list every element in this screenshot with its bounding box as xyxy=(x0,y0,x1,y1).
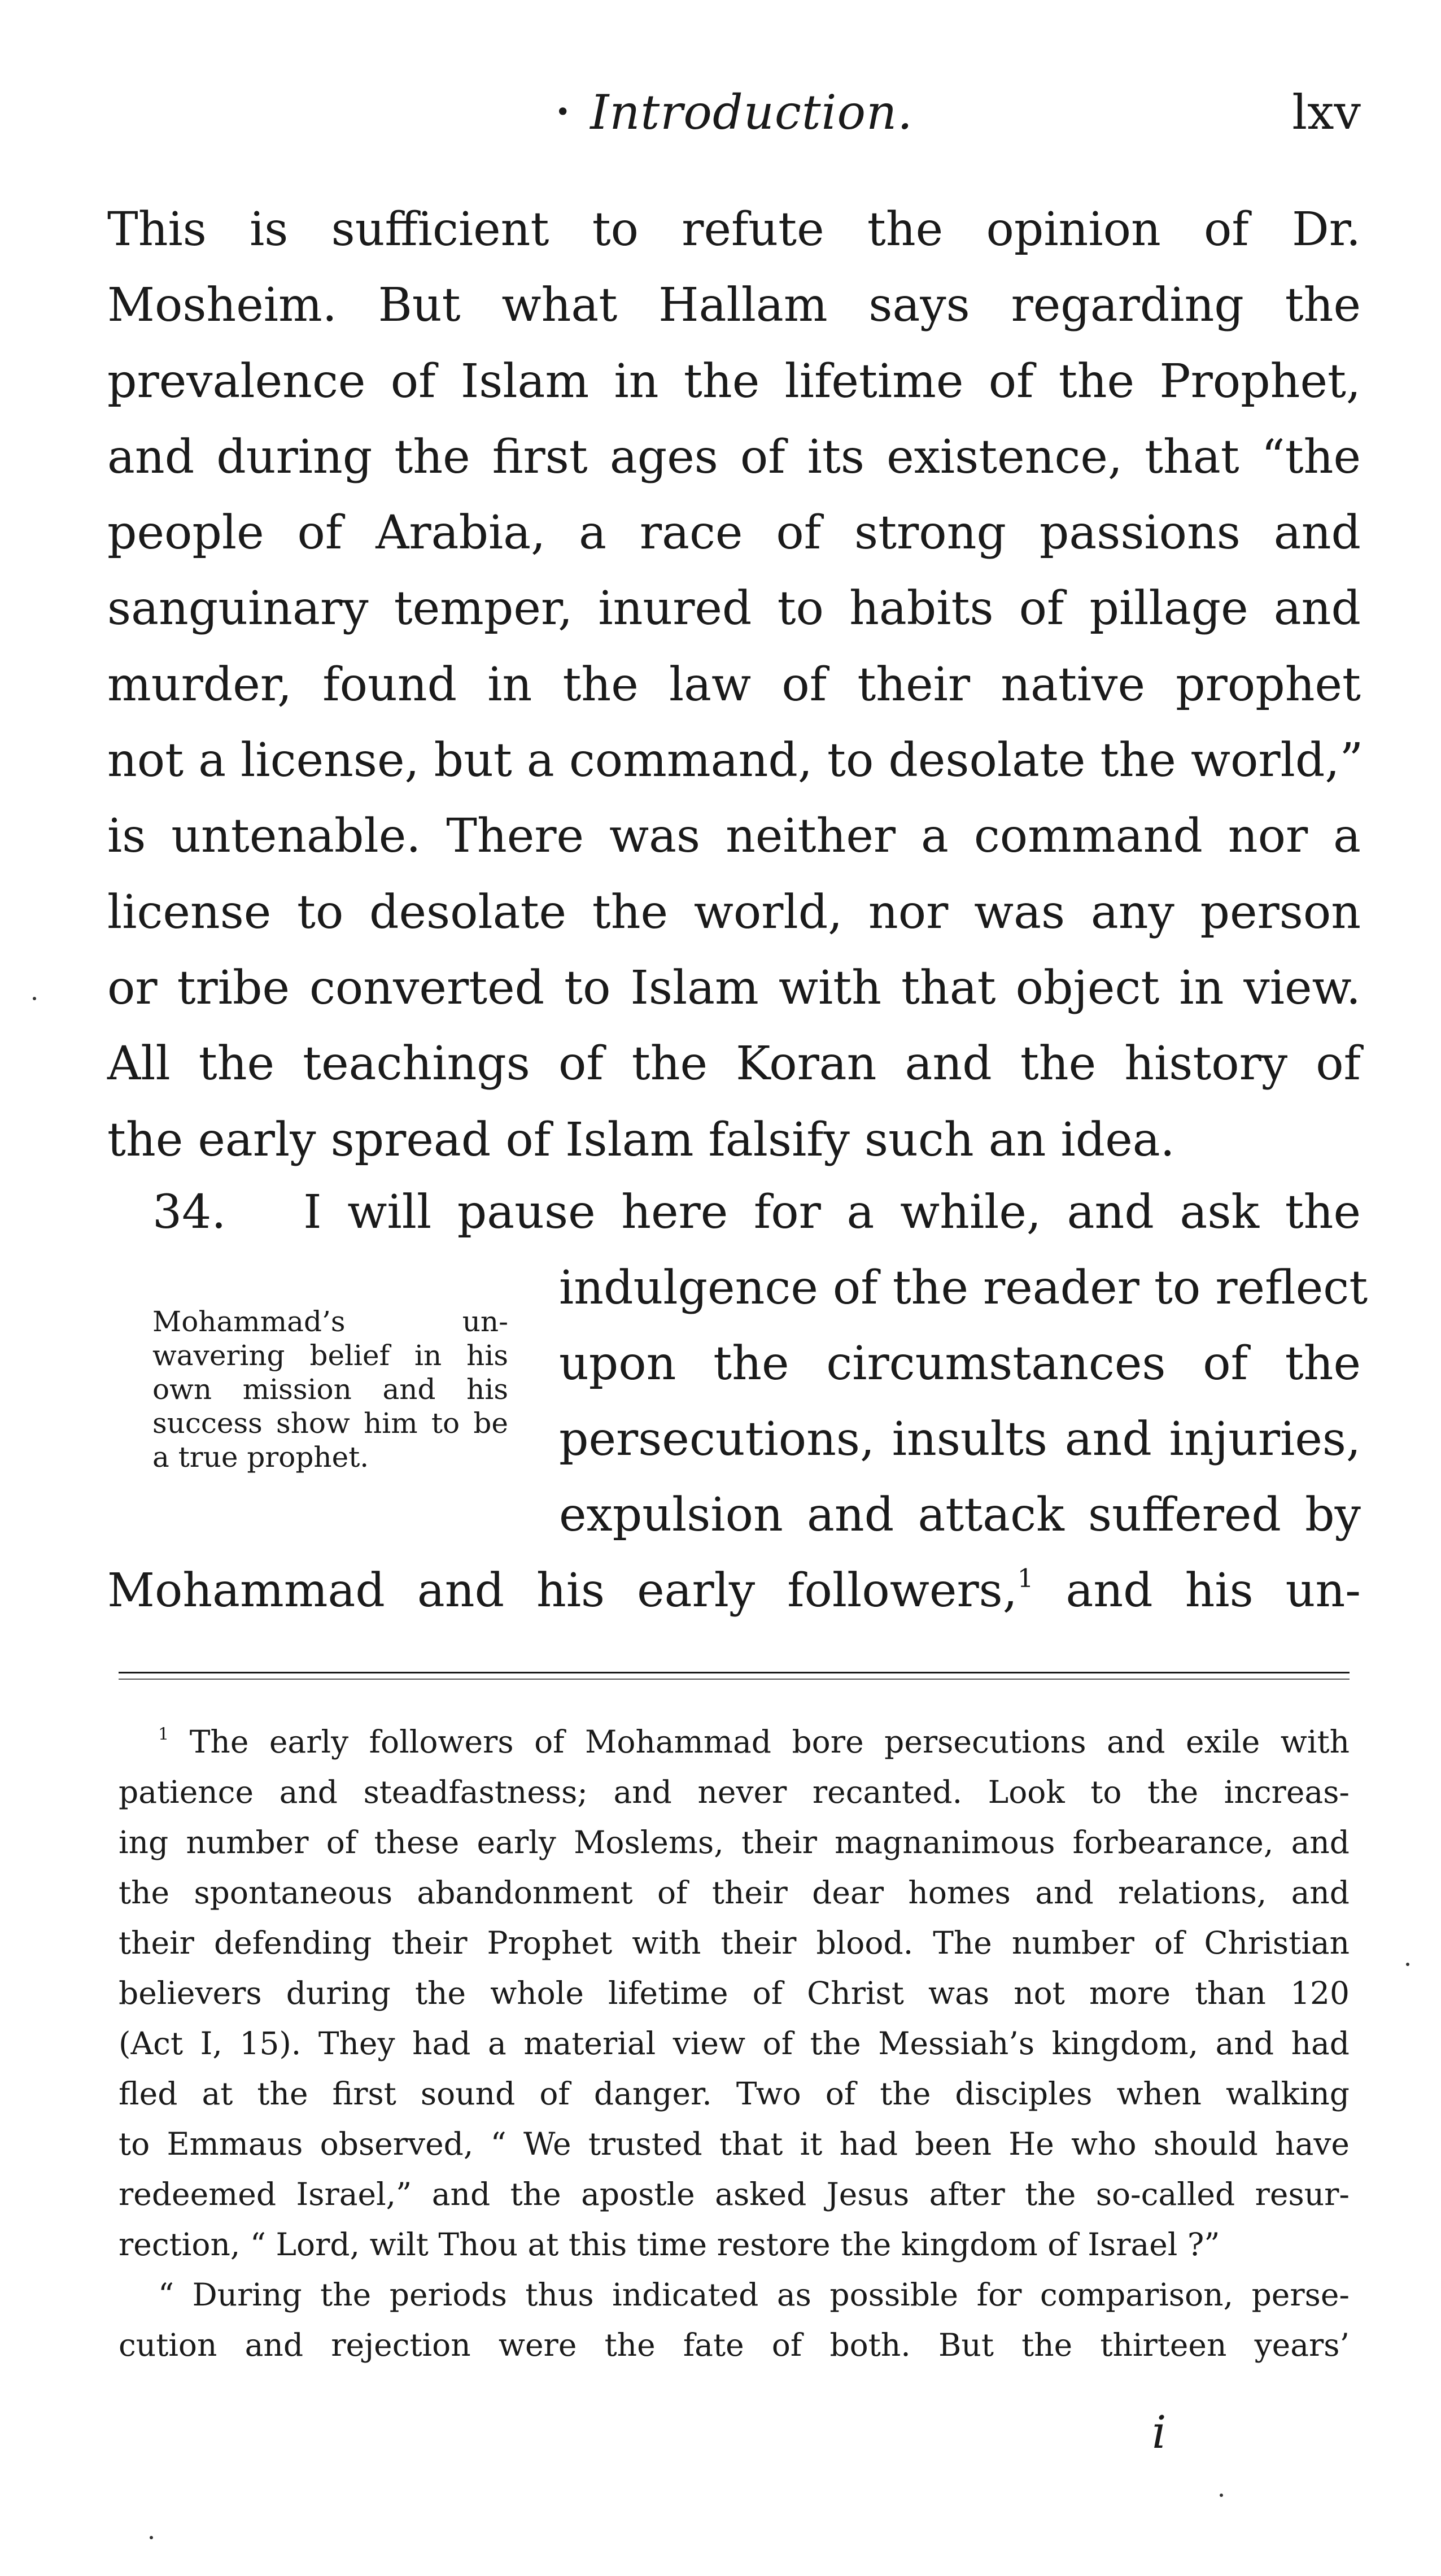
text-line: not a license, but a command, to desolate the world,” xyxy=(107,734,1364,788)
line-text: and his un- xyxy=(1033,1564,1361,1618)
footnote-marker: 1 xyxy=(158,1724,169,1745)
footnote-line xyxy=(119,1717,1350,1767)
text-line: murder, found in the law of their native prophet xyxy=(107,657,1361,712)
text-line: or tribe converted to Islam with that object in view. xyxy=(107,961,1361,1015)
footnote-line: believers during the whole lifetime of Christ was not more than 120 xyxy=(119,1975,1350,2011)
text-line: persecutions, insults and injuries, xyxy=(559,1413,1361,1466)
stray-mark xyxy=(150,2536,153,2539)
paragraph-34-first-line xyxy=(107,1175,1361,1250)
footnote-line: their defending their Prophet with their blood. The number of Christian xyxy=(119,1925,1350,1961)
footnote-text: The early followers of Mohammad bore persecutions and exile with xyxy=(169,1724,1350,1760)
footnote-line: the spontaneous abandonment of their dear homes and relations, and xyxy=(119,1875,1350,1911)
footnote-divider-secondary xyxy=(119,1679,1350,1680)
note-line: wavering belief in his xyxy=(152,1339,508,1372)
text-line: expulsion and attack suffered by xyxy=(559,1488,1361,1542)
note-line: success show him to be xyxy=(152,1407,508,1440)
text-line: indulgence of the reader to reflect xyxy=(559,1261,1368,1315)
text-line: license to desolate the world, nor was any person xyxy=(107,885,1361,939)
running-header xyxy=(107,85,1361,147)
text-line: All the teachings of the Koran and the history of xyxy=(107,1037,1361,1091)
note-line: a true prophet. xyxy=(152,1441,369,1474)
line-text: Mohammad and his early followers, xyxy=(107,1564,1018,1618)
page-number: lxv xyxy=(1292,85,1361,140)
footnote-quote-line: cution and rejection were the fate of both. But the thirteen years’ xyxy=(119,2327,1350,2363)
footnote-line: patience and steadfastness; and never recanted. Look to the increas- xyxy=(119,1774,1350,1810)
bullet-ornament: • xyxy=(555,97,571,127)
signature-mark: i xyxy=(1152,2406,1167,2459)
text-line: Mosheim. But what Hallam says regarding the xyxy=(107,278,1361,333)
footnote-line: (Act I, 15). They had a material view of the Messiah’s kingdom, and had xyxy=(119,2025,1350,2061)
footnote-line: redeemed Israel,” and the apostle asked Jesus after the so-called resur- xyxy=(119,2176,1350,2212)
running-title-text: Introduction. xyxy=(590,85,913,140)
stray-mark xyxy=(1220,2494,1223,2497)
stray-mark xyxy=(1406,1963,1409,1966)
footnote-line: rection, “ Lord, wilt Thou at this time restore the kingdom of Israel ?” xyxy=(119,2226,1220,2263)
running-title xyxy=(107,85,1361,140)
paragraph-1 xyxy=(107,192,1364,1178)
text-line: prevalence of Islam in the lifetime of the Prophet, xyxy=(107,354,1361,408)
footnote-block xyxy=(119,1717,1350,2370)
note-line: own mission and his xyxy=(152,1373,508,1406)
text-line: upon the circumstances of the xyxy=(559,1337,1361,1391)
text-line: the early spread of Islam falsify such an idea. xyxy=(107,1113,1175,1167)
footnote-line: fled at the first sound of danger. Two of the disciples when walking xyxy=(119,2076,1350,2112)
text-line: is untenable. There was neither a command nor a xyxy=(107,809,1361,864)
text-line xyxy=(107,1553,1361,1629)
text-line: people of Arabia, a race of strong passions and xyxy=(107,506,1361,560)
footnote-line: to Emmaus observed, “ We trusted that it had been He who should have xyxy=(119,2126,1350,2162)
footnote-line: ing number of these early Moslems, their magnanimous forbearance, and xyxy=(119,1824,1350,1860)
paragraph-number: 34. xyxy=(152,1185,226,1239)
marginal-note xyxy=(152,1305,508,1474)
text-line: and during the first ages of its existence, that “the xyxy=(107,430,1361,484)
first-line-text: I will pause here for a while, and ask the xyxy=(303,1185,1361,1239)
note-line: Mohammad’s un- xyxy=(152,1305,508,1338)
text-line: sanguinary temper, inured to habits of pillage and xyxy=(107,582,1361,636)
stray-mark xyxy=(33,997,36,1000)
footnote-reference: 1 xyxy=(1017,1563,1034,1594)
text-line: This is sufficient to refute the opinion of Dr. xyxy=(107,203,1361,256)
footnote-divider xyxy=(119,1672,1350,1673)
footnote-quote-line: “ During the periods thus indicated as possible for comparison, perse- xyxy=(158,2277,1350,2313)
